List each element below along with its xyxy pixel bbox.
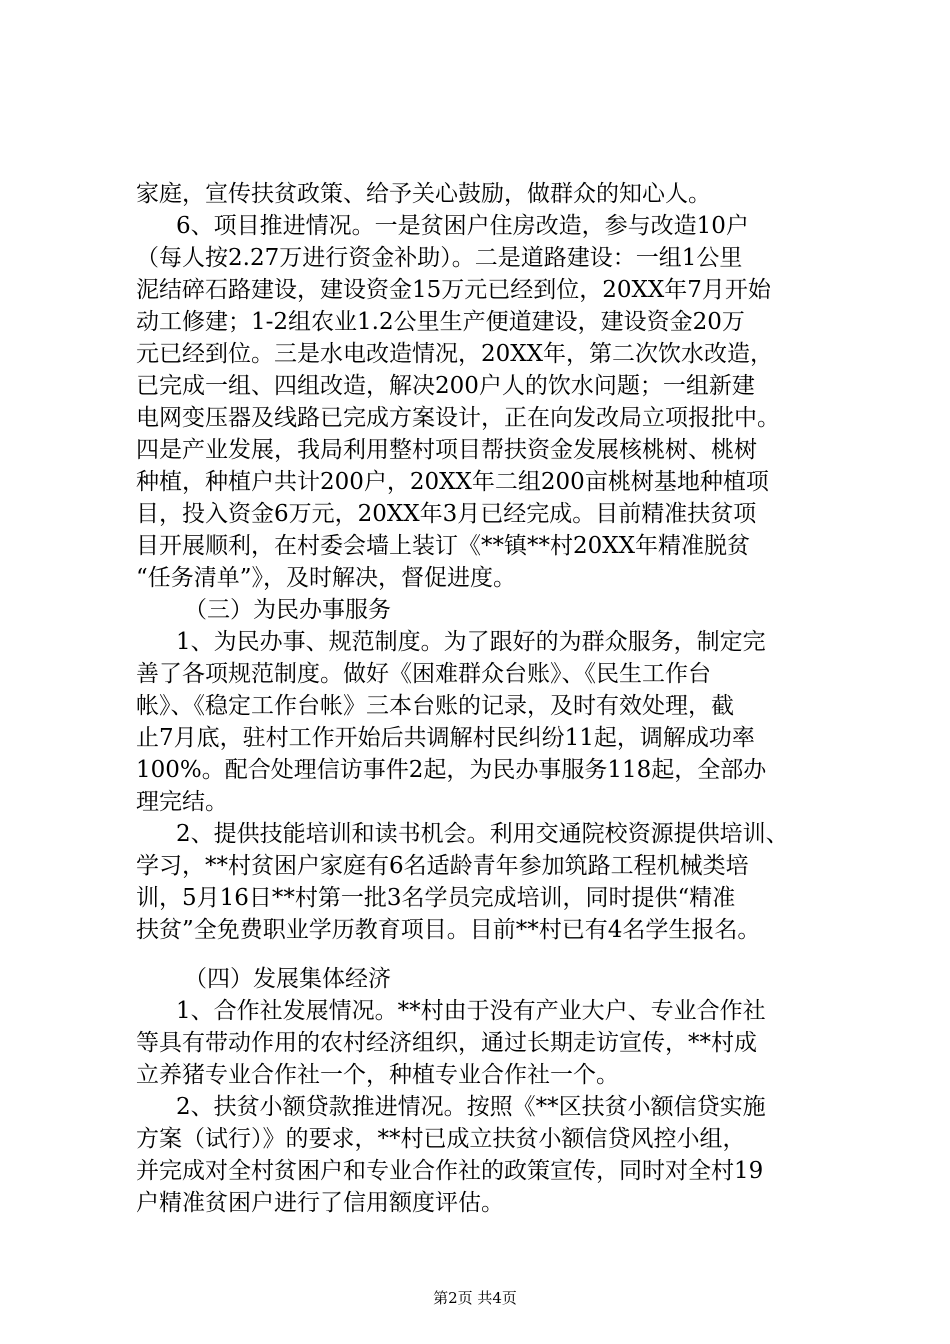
paragraph-line: 元已经到位。三是水电改造情况，20XX年，第二次饮水改造， bbox=[136, 341, 774, 367]
paragraph-line: 方案（试行）》的要求，**村已成立扶贫小额信贷风控小组， bbox=[136, 1126, 746, 1152]
paragraph-line: 立养猪专业合作社一个，种植专业合作社一个。 bbox=[136, 1062, 619, 1088]
paragraph-line: 户精准贫困户进行了信用额度评估。 bbox=[136, 1190, 504, 1216]
paragraph-line: 1、合作社发展情况。**村由于没有产业大户、专业合作社 bbox=[176, 998, 766, 1024]
paragraph-line: 100%。配合处理信访事件2起，为民办事服务118起，全部办 bbox=[136, 757, 767, 783]
section-heading: （三）为民办事服务 bbox=[184, 597, 391, 623]
paragraph-line: 学习，**村贫困户家庭有6名适龄青年参加筑路工程机械类培 bbox=[136, 853, 749, 879]
page-number-footer: 第2页 共4页 bbox=[433, 1289, 517, 1307]
paragraph-line: （每人按2.27万进行资金补助）。二是道路建设：一组1公里 bbox=[136, 245, 743, 271]
paragraph-line: 2、提供技能培训和读书机会。利用交通院校资源提供培训、 bbox=[176, 821, 789, 847]
paragraph-line: 目，投入资金6万元，20XX年3月已经完成。目前精准扶贫项 bbox=[136, 501, 757, 527]
paragraph-line: 6、项目推进情况。一是贫困户住房改造，参与改造10户 bbox=[176, 213, 749, 239]
paragraph-line: 四是产业发展，我局利用整村项目帮扶资金发展核桃树、桃树 bbox=[136, 437, 757, 463]
paragraph-line: 训，5月16日**村第一批3名学员完成培训，同时提供“精准 bbox=[136, 885, 736, 911]
paragraph-line: 种植，种植户共计200户，20XX年二组200亩桃树基地种植项 bbox=[136, 469, 769, 495]
paragraph-line: 帐》、《稳定工作台帐》三本台账的记录，及时有效处理，截 bbox=[136, 693, 734, 719]
paragraph-line: 电网变压器及线路已完成方案设计，正在向发改局立项报批中。 bbox=[136, 405, 780, 431]
paragraph-line: 1、为民办事、规范制度。为了跟好的为群众服务，制定完 bbox=[176, 629, 766, 655]
paragraph-line: 家庭，宣传扶贫政策、给予关心鼓励，做群众的知心人。 bbox=[136, 181, 711, 207]
paragraph-line: 已完成一组、四组改造，解决200户人的饮水问题；一组新建 bbox=[136, 373, 755, 399]
paragraph-line: 扶贫”全免费职业学历教育项目。目前**村已有4名学生报名。 bbox=[136, 917, 761, 943]
paragraph-line: 理完结。 bbox=[136, 789, 228, 815]
paragraph-line: 动工修建；1-2组农业1.2公里生产便道建设，建设资金20万 bbox=[136, 309, 745, 335]
paragraph-line: 2、扶贫小额贷款推进情况。按照《**区扶贫小额信贷实施 bbox=[176, 1094, 766, 1120]
paragraph-line: 并完成对全村贫困户和专业合作社的政策宣传，同时对全村19 bbox=[136, 1158, 764, 1184]
paragraph-line: “任务清单”》，及时解决，督促进度。 bbox=[136, 565, 517, 591]
section-heading: （四）发展集体经济 bbox=[184, 966, 391, 992]
paragraph-line: 善了各项规范制度。做好《困难群众台账》、《民生工作台 bbox=[136, 661, 711, 687]
paragraph-line: 等具有带动作用的农村经济组织，通过长期走访宣传，**村成 bbox=[136, 1030, 757, 1056]
paragraph-line: 目开展顺利，在村委会墙上装订《**镇**村20XX年精准脱贫 bbox=[136, 533, 751, 559]
paragraph-line: 泥结碎石路建设，建设资金15万元已经到位，20XX年7月开始 bbox=[136, 277, 771, 303]
paragraph-line: 止7月底，驻村工作开始后共调解村民纠纷11起，调解成功率 bbox=[136, 725, 755, 751]
